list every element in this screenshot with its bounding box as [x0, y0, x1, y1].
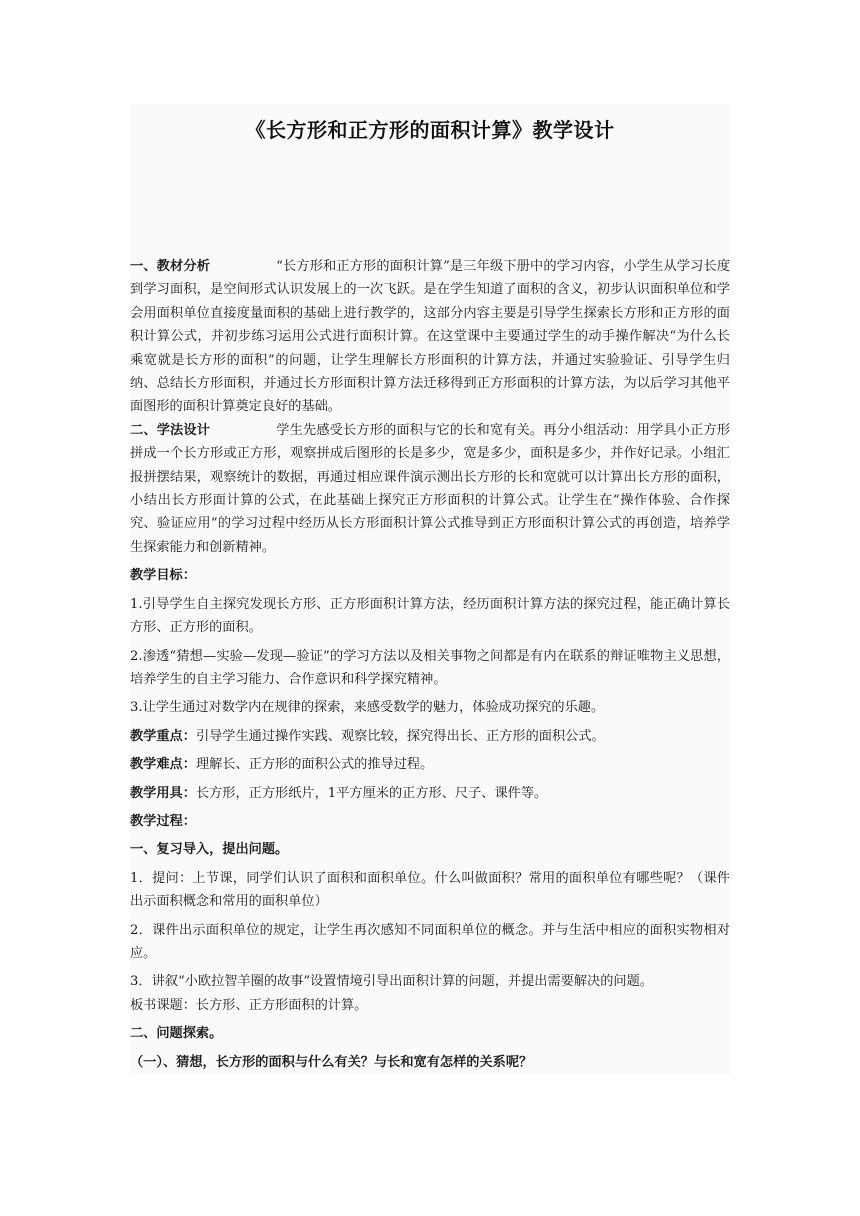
paragraph: 学生先感受长方形的面积与它的长和宽有关。再分小组活动：用学具小正方形拼成一个长方形或正方形，观察拼成后图形的长是多少，宽是多少，面积是多少，并作好记录。小组汇报拼摆结果，观察统计的数据，再通过相应课件演示测出长方形的长和宽就可以计算出长方形的面积，小结出长方形面计算的公式，在此基础上探究正方形面积的计算公式。让学生在“操作体验、合作探究、验证应用”的学习过程中经历从长方形面积计算公式推导到正方形面积计算公式的再创造，培养学生探索能力和创新精神。 — [130, 422, 731, 555]
section-learning-method — [130, 419, 730, 559]
goal-item: 2.渗透“猜想—实验—发现—验证”的学习方法以及相关事物之间都是有内在联系的辩证唯物主义思想，培养学生的自主学习能力、合作意识和科学探究精神。 — [130, 648, 730, 687]
key-point — [130, 725, 730, 748]
paragraph: “长方形和正方形的面积计算”是三年级下册中的学习内容，小学生从学习长度到学习面积，是空间形式认识发展上的一次飞跃。是在学生知道了面积的含义，初步认识面积单位和学会用面积单位直接度量面积的基础上进行教学的，这部分内容主要是引导学生探索长方形和正方形的面积计算公式，并初步练习运用公式进行面积计算。在这堂课中主要通过学生的动手操作解决“为什么长乘宽就是长方形的面积”的问题，让学生理解长方形面积的计算方法，并通过实验验证、引导学生归纳、总结长方形面积，并通过长方形面积计算方法迁移得到正方形面积的计算方法，为以后学习其他平面图形的面积计算奠定良好的基础。 — [130, 259, 731, 415]
difficulty-text: 理解长、正方形的面积公式的推导过程。 — [195, 757, 434, 773]
process-part2-subheading: （一）、猜想，长方形的面积与什么有关？与长和宽有怎样的关系呢？ — [130, 1054, 533, 1070]
process-item: 1．提问：上节课，同学们认识了面积和面积单位。什么叫做面积？常用的面积单位有哪些呢？（课件出示面积概念和常用的面积单位） — [130, 870, 730, 910]
tools-text: 长方形，正方形纸片，1平方厘米的正方形、尺子、课件等。 — [195, 785, 548, 801]
process-heading: 教学过程： — [130, 813, 196, 829]
tools-label: 教学用具： — [130, 785, 196, 801]
key-point-text: 引导学生通过操作实践、观察比较，探究得出长、正方形的面积公式。 — [195, 728, 605, 744]
document-body — [130, 104, 730, 1074]
section-heading: 二、学法设计 — [130, 422, 211, 438]
goals-heading: 教学目标： — [130, 568, 196, 584]
process-item: 3．讲叙“小欧拉智羊圈的故事”设置情境引导出面积计算的问题，并提出需要解决的问题。 — [130, 974, 653, 990]
process-item: 2．课件出示面积单位的规定，让学生再次感知不同面积单位的概念。并与生活中相应的面积实物相对应。 — [130, 922, 730, 961]
goal-item: 3.让学生通过对数学内在规律的探索，来感受数学的魅力，体验成功探究的乐趣。 — [130, 700, 605, 716]
section-heading: 一、教材分析 — [130, 259, 211, 274]
teaching-tools — [130, 782, 730, 805]
difficulty-label: 教学难点： — [130, 757, 196, 773]
goal-item: 1.引导学生自主探究发现长方形、正方形面积计算方法，经历面积计算方法的探究过程，能正确计算长方形、正方形的面积。 — [130, 596, 730, 636]
document-title: 《长方形和正方形的面积计算》教学设计 — [245, 118, 615, 142]
difficulty-point — [130, 753, 730, 776]
board-title: 板书课题：长方形、正方形面积的计算。 — [130, 997, 368, 1013]
process-part1-heading: 一、复习导入，提出问题。 — [130, 842, 289, 858]
key-point-label: 教学重点： — [130, 728, 196, 744]
process-part2-heading: 二、问题探索。 — [130, 1026, 223, 1042]
section-teaching-material — [130, 255, 730, 419]
